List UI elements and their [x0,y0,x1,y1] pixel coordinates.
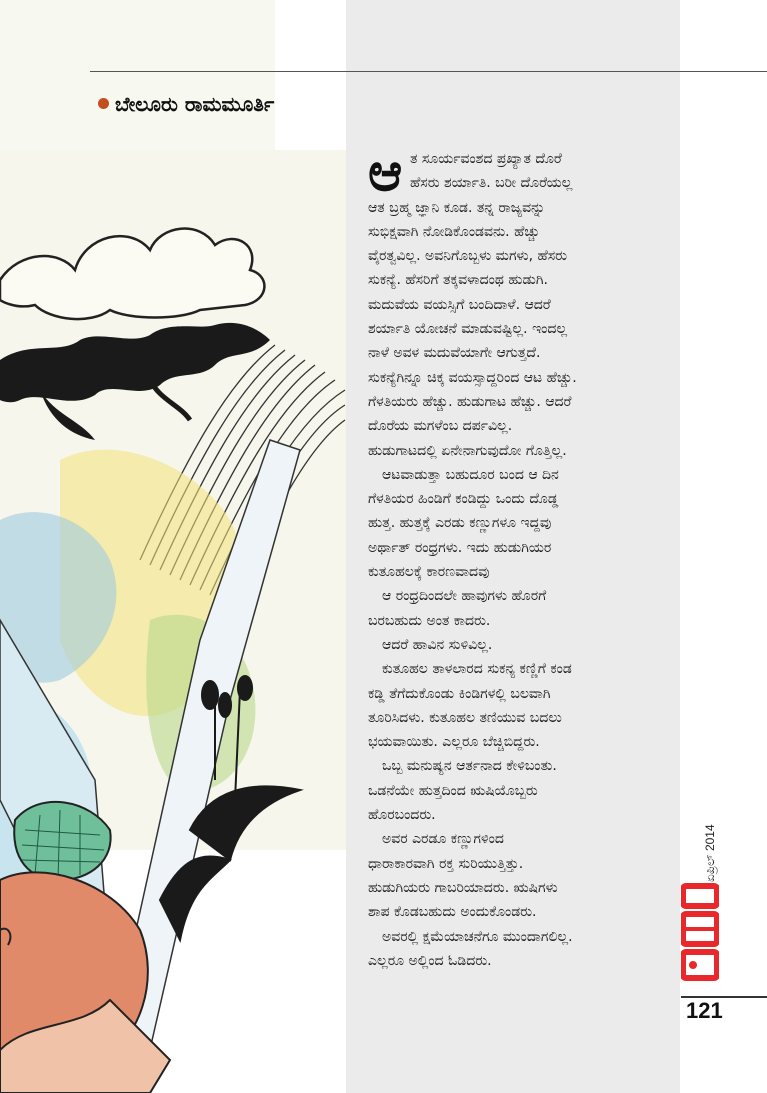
article-line: ಸುಕನ್ಯೆಗಿನ್ನೂ ಚಿಕ್ಕ ವಯಸ್ಸಾದ್ದರಿಂದ ಆಟ ಹೆಚ್ಚು. [368,369,577,386]
article-line: ಸುಭಿಕ್ಷವಾಗಿ ನೋಡಿಕೊಂಡವನು. ಹೆಚ್ಚು [368,223,540,240]
article-line: ಭಯವಾಯಿತು. ಎಲ್ಲರೂ ಬೆಚ್ಚಿಬಿದ್ದರು. [368,734,540,751]
article-line: ಅವರ ಎರಡೂ ಕಣ್ಣುಗಳಿಂದ [382,831,504,848]
article-line: ದೊರೆಯ ಮಗಳೆಂಬ ದರ್ಪವಿಲ್ಲ. [368,418,513,435]
article-line: ಅವರಲ್ಲಿ ಕ್ಷಮೆಯಾಚನೆಗೂ ಮುಂದಾಗಲಿಲ್ಲ. [382,928,573,945]
bullet-icon [98,98,109,109]
article-line: ಶರ್ಯಾತಿ ಯೋಚನೆ ಮಾಡುವಷ್ಟಿಲ್ಲ. ಇಂದಲ್ಲ [368,321,568,338]
article-line: ಶಾಪ ಕೊಡಬಹುದು ಅಂದುಕೊಂಡರು. [368,904,537,921]
article-line: ಆತ ಬ್ರಹ್ಮ ಜ್ಞಾನಿ ಕೂಡ. ತನ್ನ ರಾಜ್ಯವನ್ನು [368,199,546,216]
article-line: ಎಲ್ಲರೂ ಅಲ್ಲಿಂದ ಓಡಿದರು. [368,952,492,969]
article-line: ಹುಡುಗಿಯರು ಗಾಬರಿಯಾದರು. ಋಷಿಗಳು [368,879,558,896]
article-line: ತೂರಿಸಿದಳು. ಕುತೂಹಲ ತಣಿಯುವ ಬದಲು [368,709,562,726]
author-name: ಬೇಲೂರು ರಾಮಮೂರ್ತಿ [115,92,275,116]
page-number: 121 [686,998,723,1023]
article-line: ಆಟವಾಡುತ್ತಾ ಬಹುದೂರ ಬಂದ ಆ ದಿನ [382,466,559,483]
article-line: ಹೊರಬಂದರು. [368,807,436,824]
article-line: ಅರ್ಥಾತ್ ರಂಧ್ರಗಳು. ಇದು ಹುಡುಗಿಯರ [368,539,552,556]
article-line: ಗೆಳತಿಯರು ಹೆಚ್ಚು. ಹುಡುಗಾಟ ಹೆಚ್ಚು. ಆದರೆ [368,393,572,410]
article-line: ಕಡ್ಡಿ ತೆಗೆದುಕೊಂಡು ಕಿಂಡಿಗಳಲ್ಲಿ ಬಲವಾಗಿ [368,685,551,702]
issue-date: ಏಪ್ರಿಲ್ 2014 [703,824,717,882]
article-line: ಧಾರಾಕಾರವಾಗಿ ರಕ್ತ ಸುರಿಯುತ್ತಿತ್ತು. [368,855,524,872]
article-line: ಮದುವೆಯ ವಯಸ್ಸಿಗೆ ಬಂದಿದಾಳೆ. ಆದರೆ [368,296,551,313]
story-illustration [0,0,346,1093]
article-line: ತ ಸೂರ್ಯವಂಶದ ಪ್ರಖ್ಯಾತ ದೊರೆ [410,151,562,167]
article-line: ಆದರೆ ಹಾವಿನ ಸುಳಿವಿಲ್ಲ. [382,636,493,653]
article-line: ಒಬ್ಬ ಮನುಷ್ಯನ ಆರ್ತನಾದ ಕೇಳಿಬಂತು. [382,758,557,775]
magazine-side-brand [681,812,721,982]
article-line: ಬರಬಹುದು ಅಂತ ಕಾದರು. [368,612,491,629]
magazine-logo [681,882,719,982]
article-line: ನಾಳೆ ಅವಳ ಮದುವೆಯಾಗೇ ಆಗುತ್ತದೆ. [368,345,541,362]
article-line: ಹೆಸರು ಶರ್ಯಾತಿ. ಬರೀ ದೊರೆಯಲ್ಲ [410,175,573,192]
article-line: ವೈರತ್ವವಿಲ್ಲ. ಅವನಿಗೊಬ್ಬಳು ಮಗಳು, ಹೆಸರು [368,248,568,265]
article-line: ಸುಕನ್ಯೆ. ಹೆಸರಿಗೆ ತಕ್ಕವಳಾದಂಥ ಹುಡುಗಿ. [368,272,548,289]
article-line: ಹುತ್ತ. ಹುತ್ತಕ್ಕೆ ಎರಡು ಕಣ್ಣುಗಳೂ ಇದ್ದವು [368,515,552,532]
top-divider [90,71,767,72]
article-body [368,143,668,973]
article-line: ಗೆಳತಿಯರ ಹಿಂಡಿಗೆ ಕಂಡಿದ್ದು ಒಂದು ದೊಡ್ಡ [368,491,559,508]
article-line: ಹುಡುಗಾಟದಲ್ಲಿ ಏನೇನಾಗುವುದೋ ಗೊತ್ತಿಲ್ಲ. [368,442,567,459]
article-line: ಕುತೂಹಲ ತಾಳಲಾರದ ಸುಕನ್ಯ ಕಣ್ಣಿಗೆ ಕಂಡ [382,661,572,678]
dropcap-letter: ಆ [368,143,403,203]
article-line: ಕುತೂಹಲಕ್ಕೆ ಕಾರಣವಾದವು [368,564,490,581]
article-line: ಆ ರಂಧ್ರದಿಂದಲೇ ಹಾವುಗಳು ಹೊರಗೆ [382,588,547,605]
article-line: ಒಡನೆಯೇ ಹುತ್ತದಿಂದ ಋಷಿಯೊಬ್ಬರು [368,782,538,799]
author-byline [98,92,274,116]
